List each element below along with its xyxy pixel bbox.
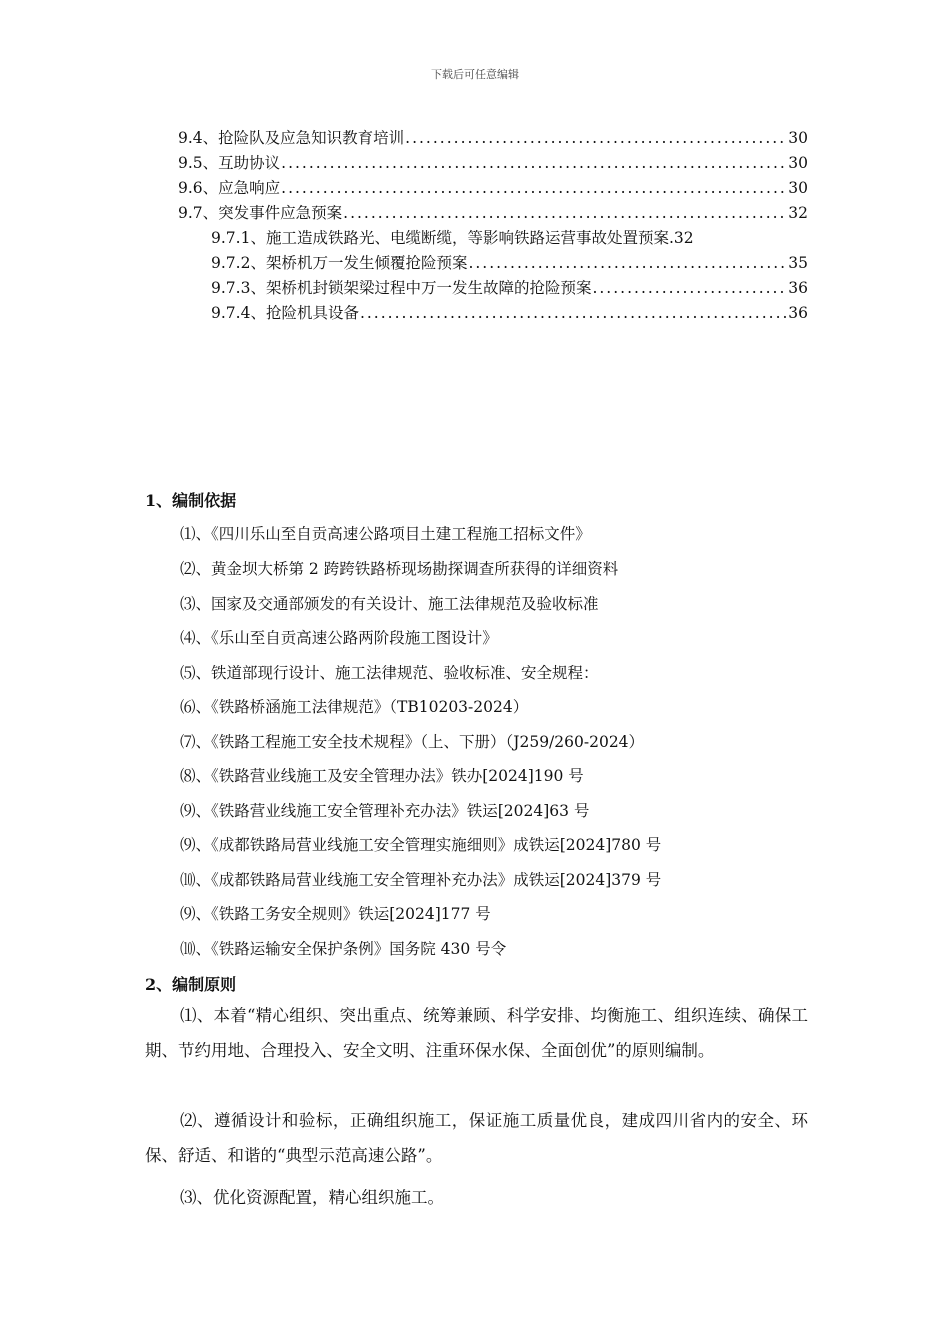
section-heading-principles: 2、编制原则 bbox=[145, 975, 237, 994]
toc-entry-title: 9.7、突发事件应急预案 bbox=[178, 204, 343, 222]
toc-entry-page: 35 bbox=[788, 254, 808, 272]
basis-item: ⑼、《成都铁路局营业线施工安全管理实施细则》成铁运[2024]780 号 bbox=[180, 836, 662, 854]
toc-entry[interactable] bbox=[178, 126, 808, 151]
toc-leader-dots bbox=[468, 254, 787, 272]
basis-item: ⑶、国家及交通部颁发的有关设计、施工法律规范及验收标准 bbox=[180, 595, 599, 613]
toc-entry-page: 30 bbox=[788, 154, 808, 172]
toc-entry-title: 9.5、互助协议 bbox=[178, 154, 281, 172]
basis-item: ⑻、《铁路营业线施工及安全管理办法》铁办[2024]190 号 bbox=[180, 767, 584, 785]
principle-paragraph: ⑶、优化资源配置，精心组织施工。 bbox=[180, 1188, 444, 1207]
toc-entry-title: 9.6、应急响应 bbox=[178, 179, 281, 197]
toc-entry[interactable] bbox=[178, 201, 808, 226]
toc-entry-page: 36 bbox=[788, 304, 808, 322]
basis-item: ⑴、《四川乐山至自贡高速公路项目土建工程施工招标文件》 bbox=[180, 525, 591, 543]
toc-entry-title: 9.4、抢险队及应急知识教育培训 bbox=[178, 129, 405, 147]
toc-subentry[interactable] bbox=[178, 301, 808, 326]
basis-item: ⑸、铁道部现行设计、施工法律规范、验收标准、安全规程： bbox=[180, 664, 599, 682]
toc-entry-page: 30 bbox=[788, 179, 808, 197]
basis-item: ⑵、黄金坝大桥第 2 跨跨铁路桥现场勘探调查所获得的详细资料 bbox=[180, 560, 619, 578]
basis-item: ⑹、《铁路桥涵施工法律规范》（TB10203-2024） bbox=[180, 698, 529, 716]
toc-entry-title: 9.7.1、施工造成铁路光、电缆断缆，等影响铁路运营事故处置预案. bbox=[211, 229, 674, 247]
toc-entry-title: 9.7.2、架桥机万一发生倾覆抢险预案 bbox=[211, 254, 468, 272]
basis-item: ⑼、《铁路工务安全规则》铁运[2024]177 号 bbox=[180, 905, 491, 923]
toc-entry[interactable] bbox=[178, 151, 808, 176]
basis-item: ⑷、《乐山至自贡高速公路两阶段施工图设计》 bbox=[180, 629, 498, 647]
toc-leader-dots bbox=[281, 179, 787, 197]
toc-entry-title: 9.7.4、抢险机具设备 bbox=[211, 304, 359, 322]
basis-item: ⑽、《铁路运输安全保护条例》国务院 430 号令 bbox=[180, 940, 507, 958]
toc-leader-dots bbox=[281, 154, 787, 172]
basis-item: ⑽、《成都铁路局营业线施工安全管理补充办法》成铁运[2024]379 号 bbox=[180, 871, 662, 889]
toc-leader-dots bbox=[343, 204, 787, 222]
section-heading-basis: 1、编制依据 bbox=[145, 491, 237, 510]
toc-entry[interactable] bbox=[178, 176, 808, 201]
toc-subentry[interactable] bbox=[178, 251, 808, 276]
basis-item: ⑼、《铁路营业线施工安全管理补充办法》铁运[2024]63 号 bbox=[180, 802, 590, 820]
principle-paragraph: ⑴、本着“精心组织、突出重点、统筹兼顾、科学安排、均衡施工、组织连续、确保工期、节约用地、合理投入、安全文明、注重环保水保、全面创优”的原则编制。 bbox=[145, 1006, 808, 1060]
table-of-contents bbox=[178, 126, 808, 326]
toc-leader-dots bbox=[360, 304, 787, 322]
toc-leader-dots bbox=[592, 279, 787, 297]
watermark-text: 下载后可任意编辑 bbox=[431, 68, 519, 81]
toc-entry-title: 9.7.3、架桥机封锁架梁过程中万一发生故障的抢险预案 bbox=[211, 279, 592, 297]
toc-entry-page: 32 bbox=[673, 229, 694, 247]
toc-entry-page: 32 bbox=[788, 204, 808, 222]
principle-paragraph: ⑵、遵循设计和验标，正确组织施工，保证施工质量优良，建成四川省内的安全、环保、舒适、和谐的“典型示范高速公路”。 bbox=[145, 1111, 808, 1165]
basis-item: ⑺、《铁路工程施工安全技术规程》（上、下册）（J259/260-2024） bbox=[180, 733, 645, 751]
toc-leader-dots bbox=[405, 129, 787, 147]
toc-entry-page: 30 bbox=[788, 129, 808, 147]
toc-subentry[interactable] bbox=[178, 226, 808, 251]
toc-subentry[interactable] bbox=[178, 276, 808, 301]
toc-entry-page: 36 bbox=[788, 279, 808, 297]
